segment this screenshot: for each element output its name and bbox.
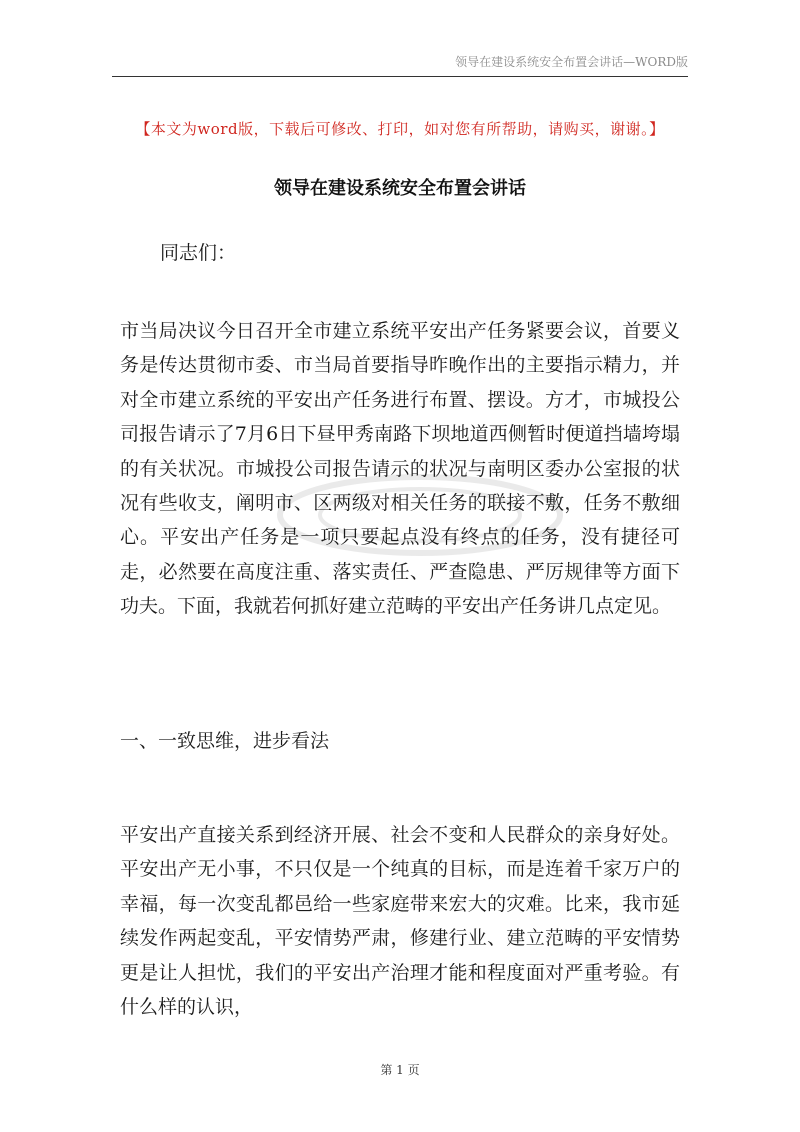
page-footer <box>0 1061 800 1078</box>
page-header <box>112 52 688 77</box>
download-notice: 【本文为word版，下载后可修改、打印，如对您有所帮助，请购买，谢谢。】 <box>135 120 665 138</box>
salutation: 同志们： <box>160 242 237 264</box>
running-title: 领导在建设系统安全布置会讲话—WORD版 <box>455 55 688 69</box>
paragraph-intro: 市当局决议今日召开全市建立系统平安出产任务紧要会议，首要义务是传达贯彻市委、市当局首要指导昨晚作出的主要指示精力，并对全市建立系统的平安出产任务进行布置、摆设。方才，市城投公司报告请示了7月6日下昼甲秀南路下坝地道西侧暂时便道挡墙垮塌的有关状况。市城投公司报告请示的状况与南明区委办公室报的状况有些收支，阐明市、区两级对相关任务的联接不敷，任务不敷细心。平安出产任务是一项只要起点没有终点的任务，没有捷径可走，必然要在高度注重、落实责任、严查隐患、严厉规律等方面下功夫。下面，我就若何抓好建立范畴的平安出产任务讲几点定见。 <box>120 320 680 618</box>
section-heading-1: 一、一致思维，进步看法 <box>120 730 330 752</box>
paragraph-section-1: 平安出产直接关系到经济开展、社会不变和人民群众的亲身好处。平安出产无小事，不只仅是一个纯真的目标，而是连着千家万户的幸福，每一次变乱都邑给一些家庭带来宏大的灾难。比来，我市延续发作两起变乱，平安情势严肃，修建行业、建立范畴的平安情势更是让人担忧，我们的平安出产治理才能和程度面对严重考验。有什么样的认识， <box>120 824 680 1019</box>
document-title: 领导在建设系统安全布置会讲话 <box>274 178 526 199</box>
page-number: 第 1 页 <box>380 1063 420 1077</box>
